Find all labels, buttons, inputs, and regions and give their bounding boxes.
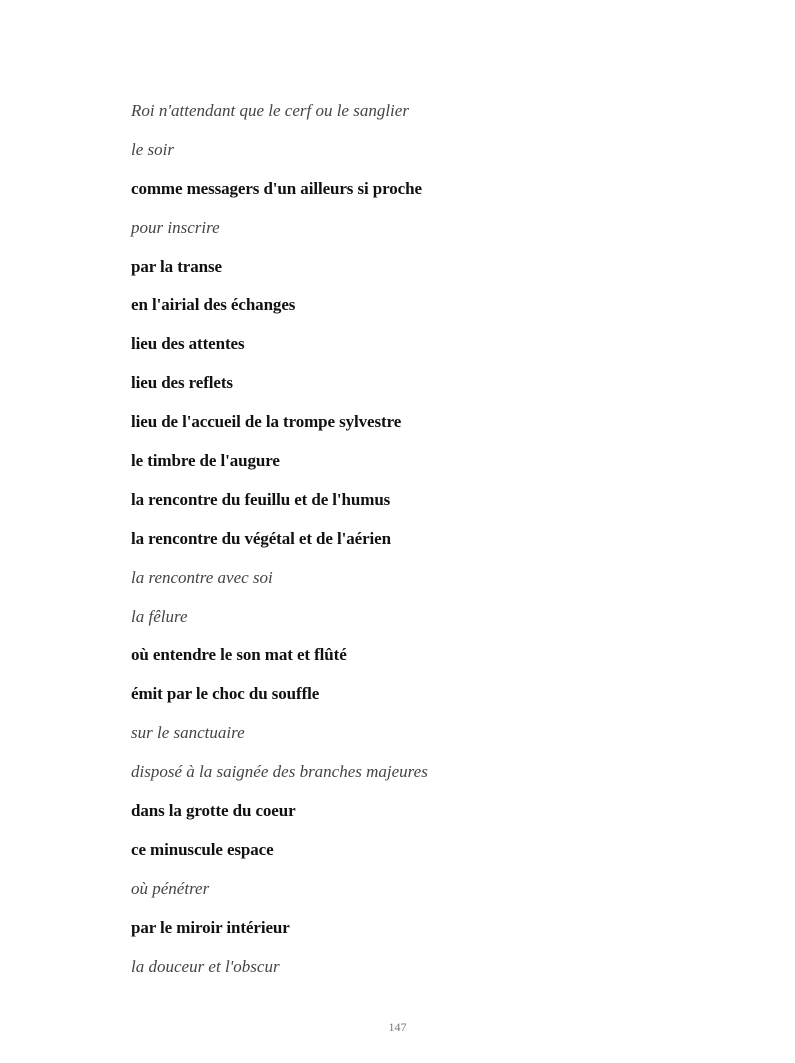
poem-line: par la transe — [131, 256, 222, 276]
poem-line: ce minuscule espace — [131, 839, 274, 859]
poem-line: la rencontre du feuillu et de l'humus — [131, 489, 391, 509]
poem-line: pour inscrire — [131, 217, 220, 237]
poem-line: le soir — [131, 139, 174, 159]
poem-line: disposé à la saignée des branches majeures — [131, 762, 428, 782]
poem-line: le timbre de l'augure — [131, 451, 280, 471]
poem-line: où pénétrer — [131, 878, 210, 898]
poem-line: en l'airial des échanges — [131, 295, 296, 315]
poem-line: par le miroir intérieur — [131, 917, 290, 937]
poem-line: la fêlure — [131, 606, 188, 626]
poem-line: dans la grotte du coeur — [131, 801, 296, 821]
page-number: 147 — [388, 1020, 407, 1034]
poem-line: émit par le choc du souffle — [131, 684, 320, 704]
poem-line: la douceur et l'obscur — [131, 956, 280, 976]
poem-line: Roi n'attendant que le cerf ou le sanglier — [131, 101, 409, 120]
poem-line: sur le sanctuaire — [131, 723, 245, 743]
poem-body — [131, 100, 731, 994]
poem-line: lieu des attentes — [131, 334, 245, 354]
poem-line: où entendre le son mat et flûté — [131, 645, 347, 665]
poem-line: lieu des reflets — [131, 373, 233, 393]
poem-line: comme messagers d'un ailleurs si proche — [131, 178, 422, 198]
poem-line: la rencontre avec soi — [131, 567, 273, 587]
poem-line: lieu de l'accueil de la trompe sylvestre — [131, 412, 402, 432]
poem-line: la rencontre du végétal et de l'aérien — [131, 528, 391, 548]
